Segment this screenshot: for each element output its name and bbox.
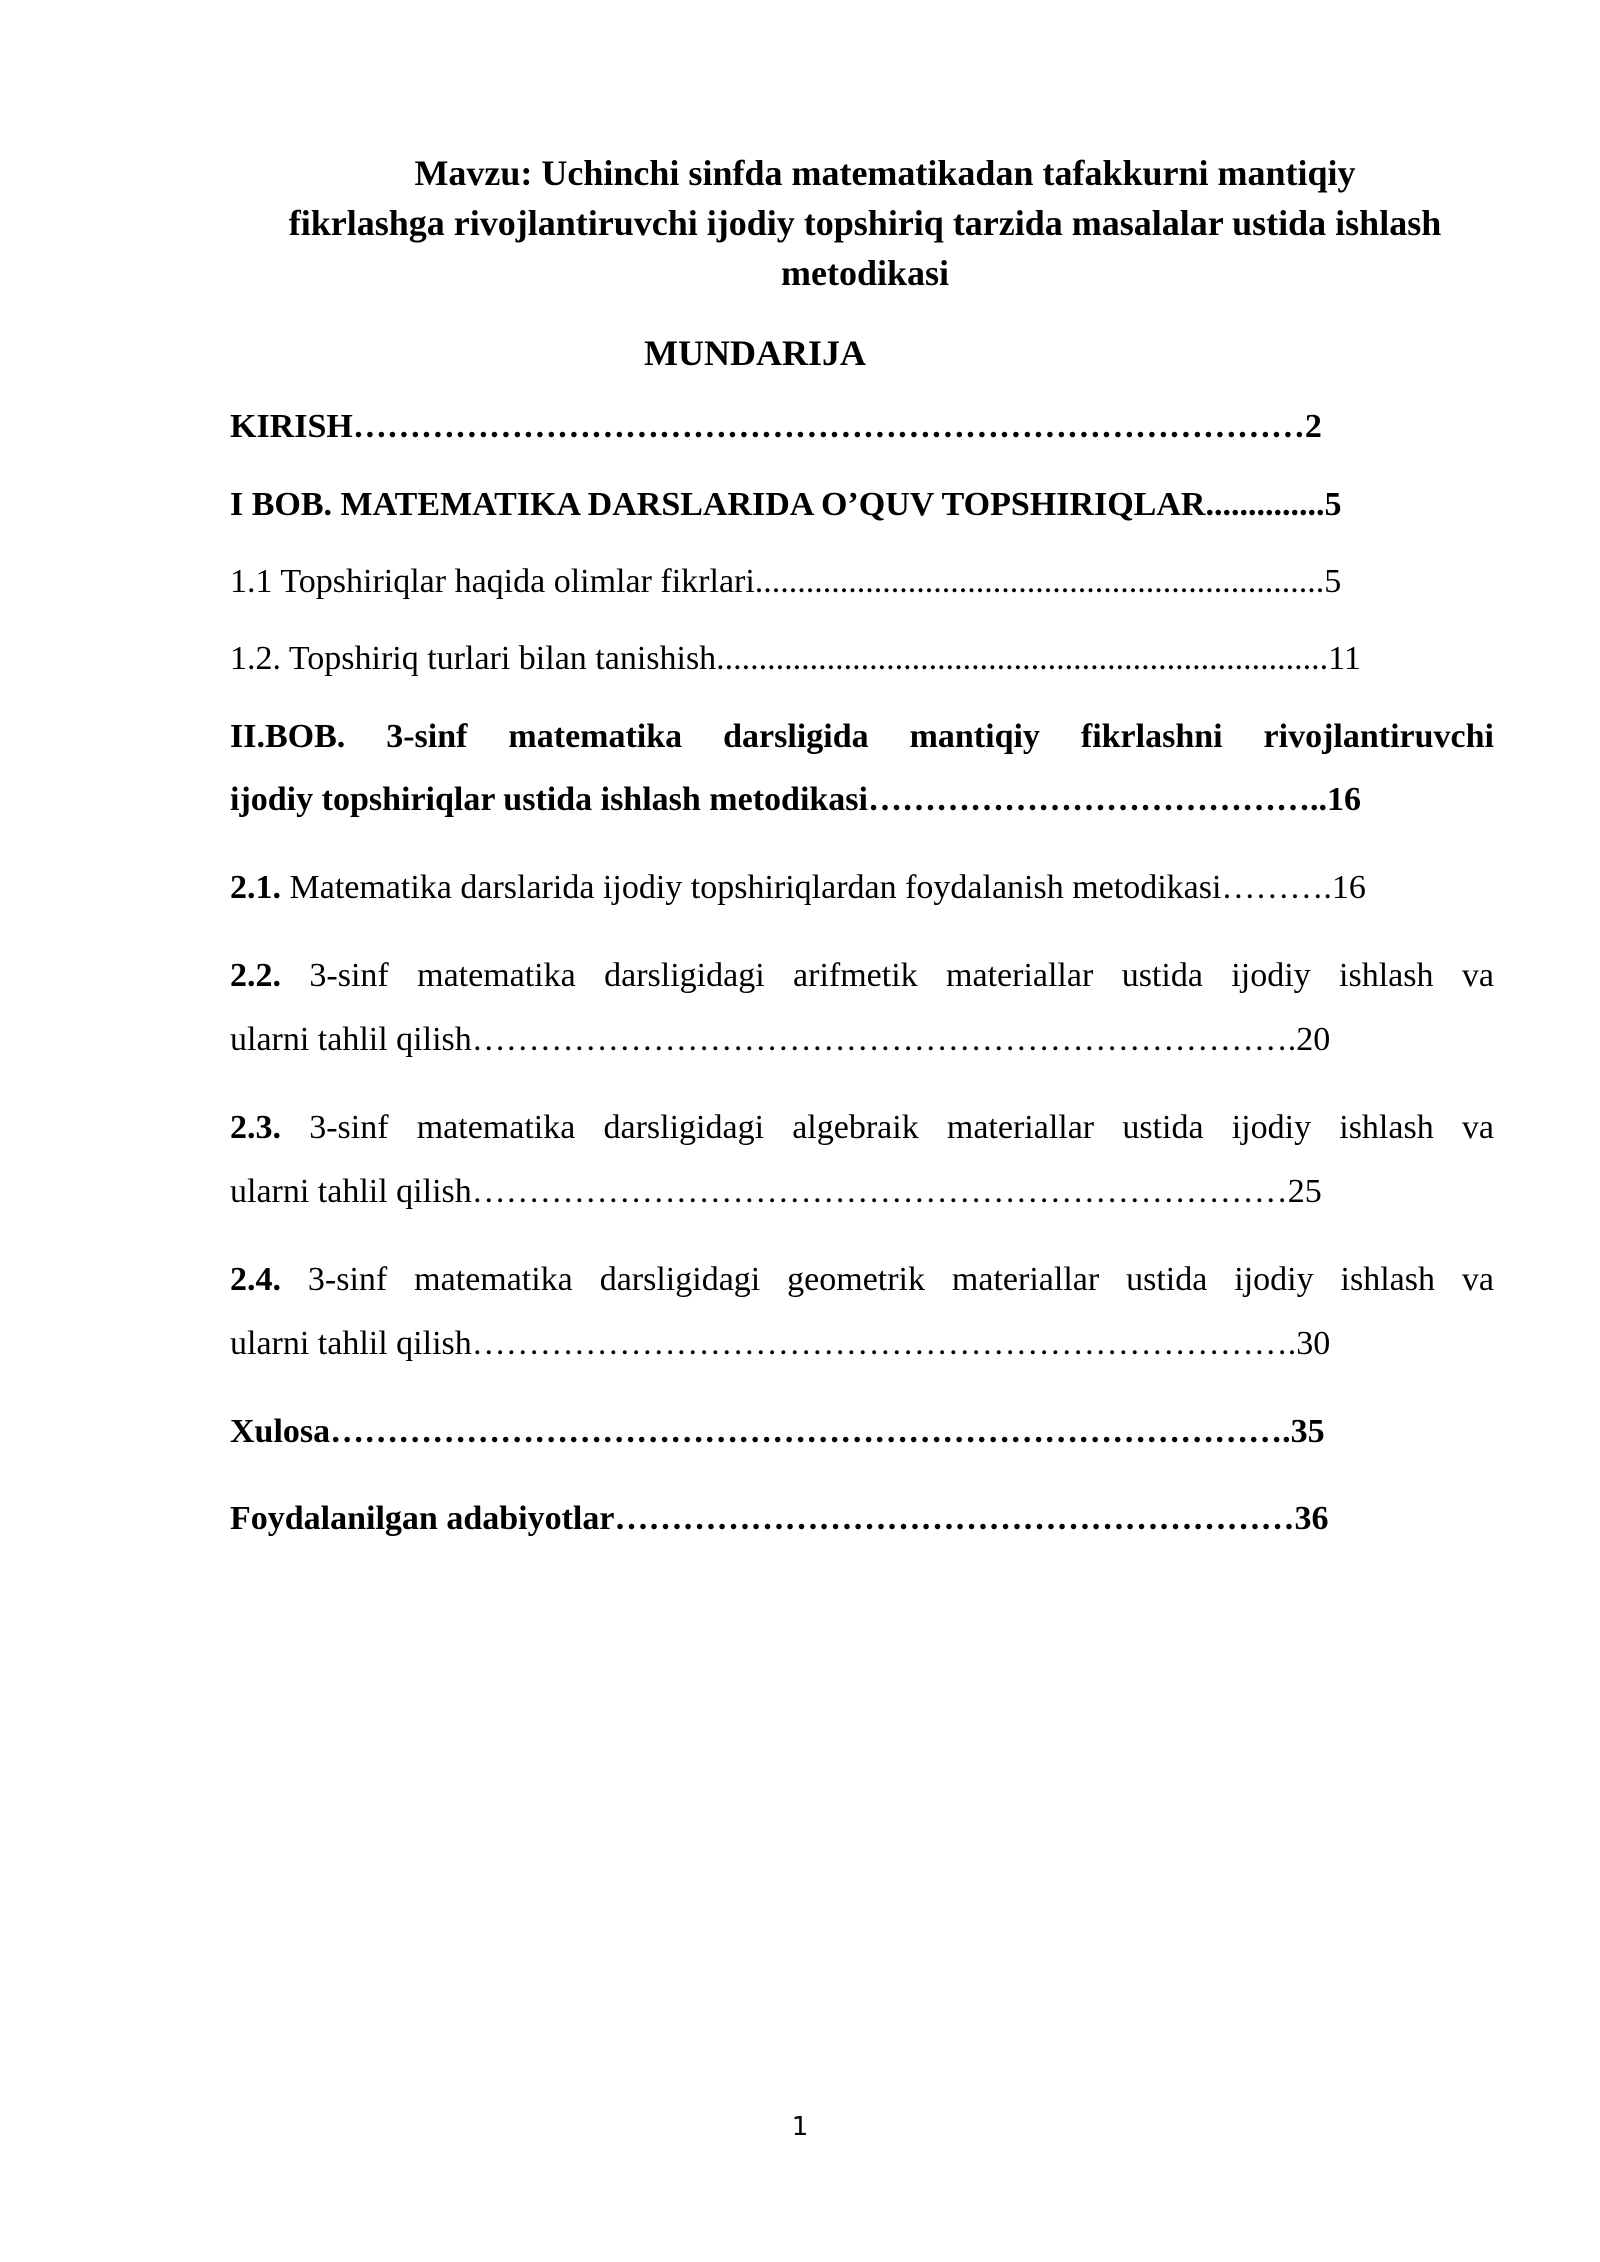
- toc-entry-xulosa: Xulosa………………………………………………………………………….35: [230, 1413, 1325, 1450]
- section-number: 2.1.: [230, 869, 281, 906]
- contents-heading: MUNDARIJA: [644, 333, 866, 373]
- toc-entry-references: Foydalanilgan adabiyotlar……………………………………………………36: [230, 1500, 1329, 1537]
- section-number: 2.3.: [230, 1109, 281, 1146]
- toc-entry-2-4-line-2: ularni tahlil qilish……………………………………………………………….30: [230, 1325, 1331, 1362]
- title-line-3: metodikasi: [780, 253, 949, 293]
- toc-entry-2-4-line-1: [230, 1257, 1494, 1303]
- toc-entry-1-1: 1.1 Topshiriqlar haqida olimlar fikrlari...................................................................5: [230, 563, 1342, 600]
- title-line-1: Mavzu: Uchinchi sinfda matematikadan tafakkurni mantiqiy: [414, 153, 1356, 193]
- toc-entry-chapter-2-line-2: ijodiy topshiriqlar ustida ishlash metodikasi…………………………………..16: [230, 781, 1361, 818]
- section-number: 2.2.: [230, 957, 281, 994]
- toc-entry-2-3-line-1: [230, 1105, 1494, 1151]
- toc-entry-kirish: KIRISH…………………………………………………………………………2: [230, 408, 1322, 445]
- toc-entry-1-2: 1.2. Topshiriq turlari bilan tanishish........................................................................11: [230, 640, 1361, 677]
- toc-entry-2-2-line-1: [230, 953, 1494, 999]
- page-number: 1: [791, 2112, 809, 2142]
- section-text: 3-sinf matematika darsligidagi arifmetik materiallar ustida ijodiy ishlash va: [281, 957, 1494, 994]
- toc-entry-chapter-2-line-1: II.BOB. 3-sinf matematika darsligida mantiqiy fikrlashni rivojlantiruvchi: [230, 718, 1494, 755]
- title-line-2: fikrlashga rivojlantiruvchi ijodiy topshiriq tarzida masalalar ustida ishlash: [288, 203, 1442, 243]
- section-number: 2.4.: [230, 1261, 281, 1298]
- toc-entry-2-1: [230, 865, 1494, 911]
- toc-entry-2-2-line-2: ularni tahlil qilish……………………………………………………………….20: [230, 1021, 1331, 1058]
- section-text: 3-sinf matematika darsligidagi geometrik materiallar ustida ijodiy ishlash va: [281, 1261, 1494, 1298]
- toc-entry-2-3-line-2: ularni tahlil qilish………………………………………………………………25: [230, 1173, 1322, 1210]
- section-text: 3-sinf matematika darsligidagi algebraik materiallar ustida ijodiy ishlash va: [281, 1109, 1494, 1146]
- document-title: [230, 148, 1500, 298]
- section-text: Matematika darslarida ijodiy topshiriqlardan foydalanish metodikasi……….16: [281, 869, 1366, 906]
- toc-entry-chapter-1: I BOB. MATEMATIKA DARSLARIDA O’QUV TOPSHIRIQLAR..............5: [230, 486, 1342, 523]
